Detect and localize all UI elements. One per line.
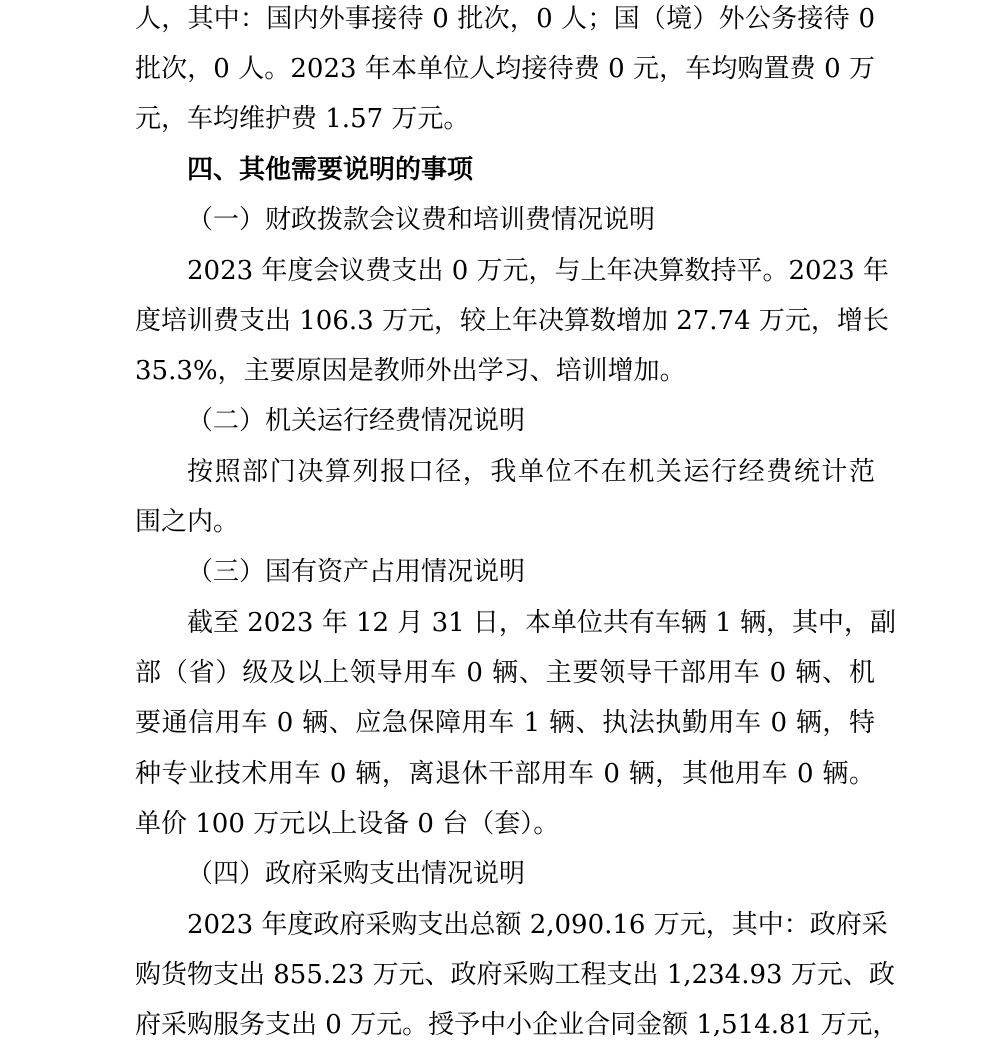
paragraph-line: 按照部门决算列报口径，我单位不在机关运行经费统计范 [187, 457, 875, 487]
paragraph-line: 2023 年度政府采购支出总额 2,090.16 万元，其中：政府采 [187, 910, 888, 940]
subsection-heading: （二）机关运行经费情况说明 [187, 406, 526, 436]
paragraph-line: 人，其中：国内外事接待 0 批次，0 人；国（境）外公务接待 0 [135, 4, 875, 34]
subsection-heading: （一）财政拨款会议费和培训费情况说明 [187, 205, 656, 235]
paragraph-line: 2023 年度会议费支出 0 万元，与上年决算数持平。2023 年 [187, 256, 889, 286]
subsection-heading: （四）政府采购支出情况说明 [187, 859, 526, 889]
paragraph-line: 元，车均维护费 1.57 万元。 [135, 104, 470, 134]
paragraph-line: 购货物支出 855.23 万元、政府采购工程支出 1,234.93 万元、政 [135, 960, 895, 990]
paragraph-line: 要通信用车 0 辆、应急保障用车 1 辆、执法执勤用车 0 辆，特 [135, 708, 875, 738]
paragraph-line: 部（省）级及以上领导用车 0 辆、主要领导干部用车 0 辆、机 [135, 658, 875, 688]
paragraph-line: 围之内。 [135, 507, 240, 537]
subsection-heading: （三）国有资产占用情况说明 [187, 557, 526, 587]
paragraph-line: 度培训费支出 106.3 万元，较上年决算数增加 27.74 万元，增长 [135, 306, 889, 336]
paragraph-line: 府采购服务支出 0 万元。授予中小企业合同金额 1,514.81 万元， [135, 1010, 899, 1040]
paragraph-line: 种专业技术用车 0 辆，离退休干部用车 0 辆，其他用车 0 辆。 [135, 759, 875, 789]
paragraph-line: 截至 2023 年 12 月 31 日，本单位共有车辆 1 辆，其中，副 [187, 608, 896, 638]
section-heading: 四、其他需要说明的事项 [187, 155, 474, 185]
paragraph-line: 35.3%，主要原因是教师外出学习、培训增加。 [135, 356, 686, 386]
paragraph-line: 批次，0 人。2023 年本单位人均接待费 0 元，车均购置费 0 万 [135, 54, 875, 84]
paragraph-line: 单价 100 万元以上设备 0 台（套）。 [135, 809, 560, 839]
